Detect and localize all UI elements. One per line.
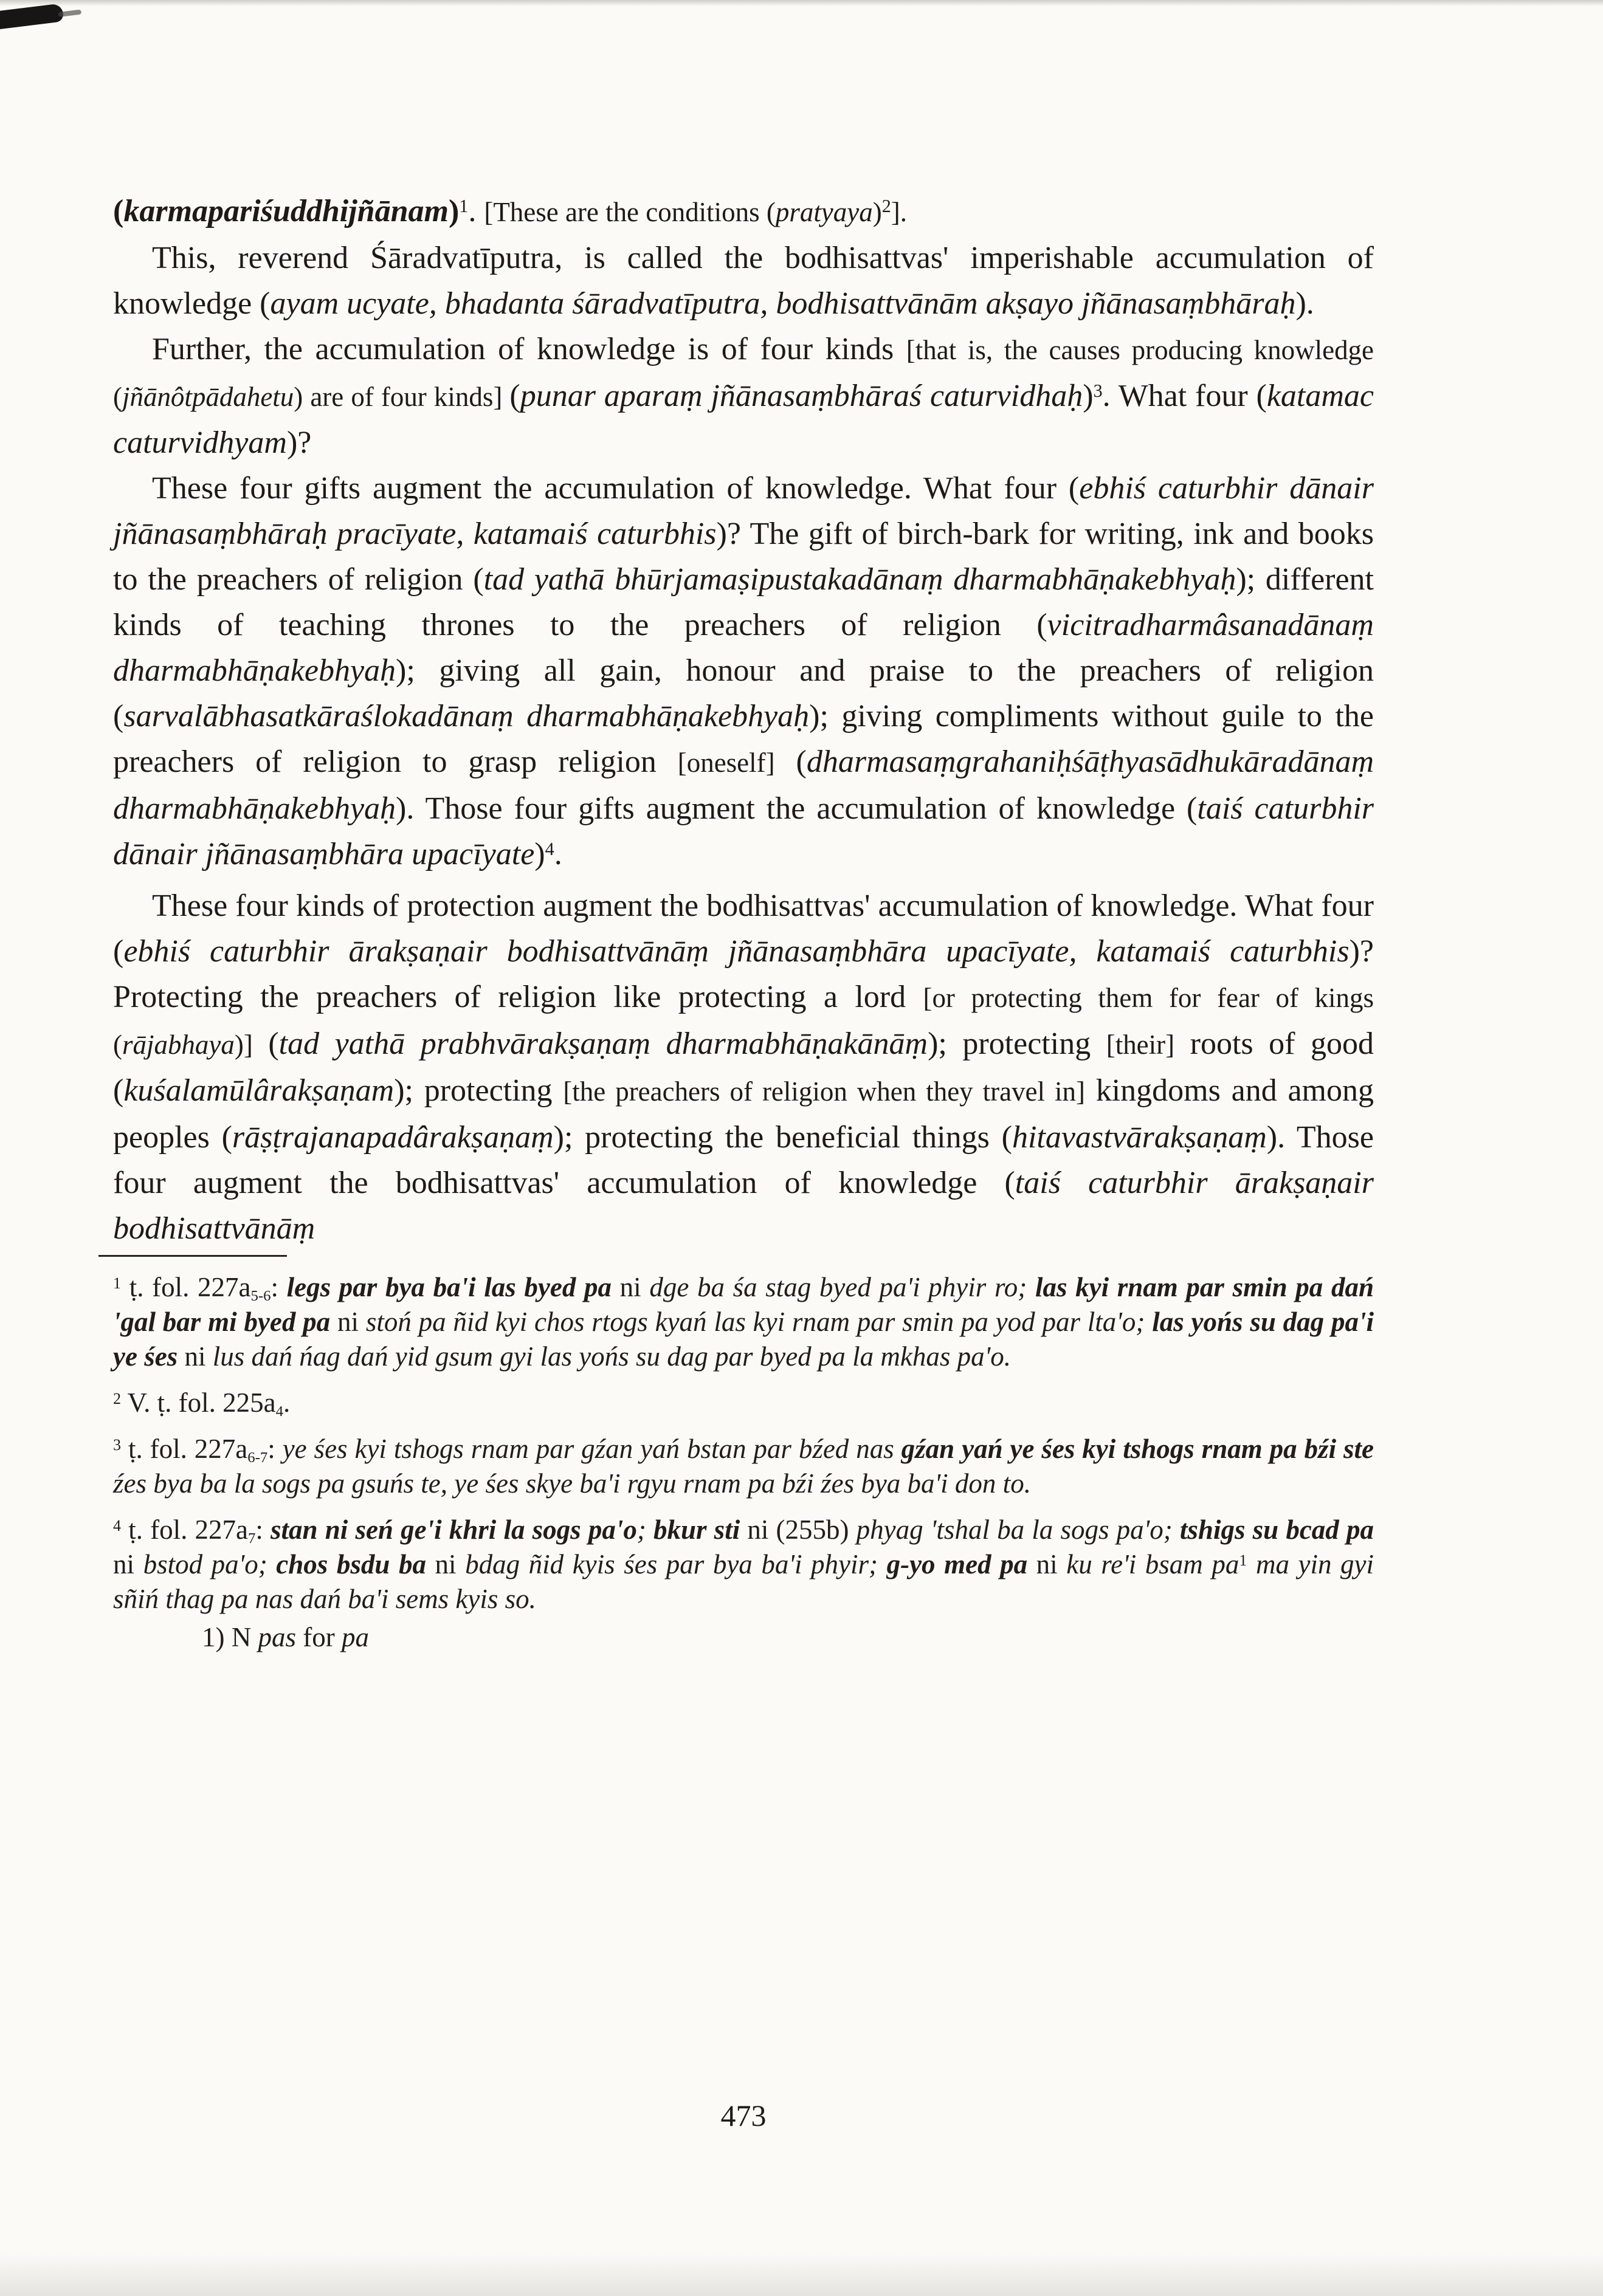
text-segment: 6-7 [247,1449,268,1466]
text-segment: 5-6 [250,1287,271,1304]
text-segment: ni (255b) [740,1514,857,1545]
text-segment: ni [426,1549,466,1579]
text-segment: 4 [275,1403,284,1420]
footnote-1 [113,1270,1374,1374]
text-segment: )? Protecting the preachers of religion like protecting a lord [113,934,1374,1014]
text-segment: This, reverend Śāradvatīputra, is called the bodhisattvas' imperishable accumulation of knowledge ( [113,241,1374,321]
text-segment: ni [1027,1549,1067,1579]
text-segment: rāṣṭrajanapadârakṣaṇaṃ [232,1120,554,1155]
text-segment: ) [1083,379,1094,413]
text-segment: g-yo med pa [886,1549,1028,1579]
text-segment: 4 [113,1516,122,1535]
footnote-4 [113,1513,1374,1617]
text-segment: ); protecting the beneficial things ( [553,1120,1012,1155]
text-segment: : [255,1514,271,1545]
footnote-3 [113,1432,1374,1501]
text-segment: legs par bya ba'i las byed pa [286,1272,612,1302]
text-segment: ebhiś caturbhir dānair jñānasaṃbhāraḥ pracīyate, katamaiś caturbhis [113,471,1374,551]
text-segment: 3 [113,1435,122,1454]
text-segment: Further, the accumulation of knowledge is of four kinds [152,332,906,366]
text-segment: for [296,1622,342,1652]
text-segment: These four kinds of protection augment the bodhisattvas' accumulation of knowledge. What four ( [113,888,1374,969]
text-segment: . [283,1387,291,1418]
text-segment: : [267,1434,283,1464]
text-segment: ); giving compliments without guile to the preachers of religion to grasp religion [113,699,1374,779]
text-segment: katamac caturvidhyam [113,379,1374,460]
text-segment: gźan yań ye śes kyi tshogs rnam pa bźi ste [901,1434,1374,1464]
text-segment: pas [258,1622,296,1652]
text-segment: bstod pa'o; [143,1549,277,1579]
text-segment: tshigs su bcad pa [1179,1514,1374,1545]
text-segment: ); protecting [394,1073,564,1108]
text-segment: 1 [1239,1551,1247,1569]
text-segment: bkur sti [653,1514,740,1545]
text-segment: . [554,837,562,871]
text-segment: pa [341,1622,369,1652]
text-segment: karmapariśuddhijñānam [123,194,449,229]
text-segment: ni [612,1272,650,1302]
text-segment: jñānôtpādahetu [122,382,294,412]
text-segment: 7 [248,1530,256,1547]
text-block [113,188,1374,1655]
text-segment: ). Those four gifts augment the accumulation of knowledge ( [396,791,1198,826]
text-segment: ; [636,1514,653,1545]
text-segment: ṭ. fol. 227a [121,1272,251,1302]
text-segment: ku re'i bsam pa [1066,1549,1239,1579]
text-segment: 1 [459,195,469,216]
paragraph-four-kinds [113,326,1374,466]
text-segment: tad yathā bhūrjamaṣipustakadānaṃ dharmabhāṇakebhyaḥ [483,562,1236,597]
text-segment: kingdoms and among peoples ( [113,1073,1374,1155]
text-segment: ); protecting [928,1026,1106,1061]
text-segment: )? [286,425,312,460]
text-segment: źes bya ba la sogs pa gsuńs te, ye śes skye ba'i rgyu rnam pa bźi źes bya ba'i don to. [113,1468,1031,1499]
text-segment: ) [872,197,882,227]
text-segment: stan ni seń ge'i khri la sogs pa'o [271,1514,637,1545]
text-segment: dge ba śa stag byed pa'i phyir ro; [649,1272,1035,1302]
text-segment: 2 [881,195,891,216]
text-segment: ye śes kyi tshogs rnam par gźan yań bstan par bźed nas [282,1434,901,1464]
text-segment: ); giving all gain, honour and praise to the preachers of religion ( [113,653,1374,734]
text-segment: punar aparaṃ jñānasaṃbhāraś caturvidhaḥ [520,379,1083,413]
text-segment: roots of good ( [113,1026,1374,1108]
text-segment: ni [113,1549,143,1579]
text-segment: ( [252,1026,279,1061]
text-segment: las yońs su dag pa'i ye śes [113,1307,1374,1372]
text-segment: chos bsdu ba [276,1549,426,1579]
footnotes-section [113,1270,1374,1655]
text-segment: [that is, the causes producing knowledge ( [113,335,1374,412]
text-segment: ni [330,1307,366,1337]
paragraph-four-protections [113,883,1374,1251]
text-segment: )] [234,1029,253,1060]
text-segment: 4 [545,838,554,859]
text-segment: bdag ñid kyis śes par bya ba'i phyir; [465,1549,887,1579]
text-segment: . What four ( [1102,379,1267,413]
text-segment: phyag 'tshal ba la sogs pa'o; [856,1514,1180,1545]
text-segment: ( [509,379,520,413]
page-number: 473 [720,2098,767,2133]
text-segment: pratyaya [775,197,873,227]
text-segment: ); different kinds of teaching thrones to the preachers of religion ( [113,562,1374,642]
text-segment: [These are the conditions ( [484,197,776,227]
text-segment: ayam ucyate, bhadanta śāradvatīputra, bodhisattvānām akṣayo jñānasaṃbhāraḥ [270,286,1296,321]
text-segment: 1) N [202,1622,258,1652]
text-segment: ). [1295,286,1314,321]
text-segment: rājabhaya [122,1029,235,1060]
text-segment: )? The gift of birch-bark for writing, ink and books to the preachers of religion ( [113,517,1374,597]
text-segment: ( [113,194,124,229]
text-segment: sarvalābhasatkāraślokadānaṃ dharmabhāṇakebhyaḥ [123,699,810,734]
text-segment: lus dań ńag dań yid gsum gyi las yońs su dag par byed pa la mkhas pa'o. [212,1341,1012,1372]
scan-smudge-artifact [0,3,64,29]
text-segment: kuśalamūlârakṣaṇam [123,1073,395,1108]
text-segment: ṭ. fol. 227a [121,1434,248,1464]
text-segment: . [468,194,484,229]
paragraph-four-gifts [113,466,1374,877]
text-segment: V. ṭ. fol. 225a [121,1387,276,1418]
paragraph-imperishable-accumulation [113,235,1374,326]
text-segment: 3 [1093,380,1103,401]
text-segment: : [271,1272,287,1302]
text-segment: ) [534,837,545,871]
text-segment: las kyi rnam par smin pa dań 'gal bar mi byed pa [113,1272,1374,1337]
text-segment: [or protecting them for fear of kings ( [113,983,1374,1060]
footnote-separator-rule [98,1255,287,1257]
text-segment: 1 [113,1274,122,1292]
text-segment: taiś caturbhir dānair jñānasaṃbhāra upacīyate [113,791,1374,871]
text-segment: tad yathā prabhvārakṣaṇaṃ dharmabhāṇakānāṃ [278,1026,928,1061]
text-segment: taiś caturbhir ārakṣaṇair bodhisattvānāṃ [113,1166,1374,1246]
text-segment: ). Those four augment the bodhisattvas' accumulation of knowledge ( [113,1120,1374,1200]
text-segment: [their] [1106,1029,1175,1060]
text-segment: [the preachers of religion when they travel in] [563,1076,1085,1107]
text-segment: [oneself] [677,748,775,778]
text-segment: stoń pa ñid kyi chos rtogs kyań las kyi rnam par smin pa yod par lta'o; [365,1307,1153,1337]
paragraph-continuation [113,188,1374,235]
text-segment: ( [774,744,807,779]
text-segment: ma yin gyi sñiń thag pa nas dań ba'i sems kyis so. [113,1549,1374,1614]
text-segment: ) are of four kinds] [294,382,510,412]
text-segment: ]. [891,197,907,227]
footnote-subnote [113,1620,1374,1655]
text-segment: ṭ. fol. 227a [121,1514,248,1545]
text-segment: ebhiś caturbhir ārakṣaṇair bodhisattvānāṃ jñānasaṃbhāra upacīyate, katamaiś caturbhis [123,934,1350,969]
text-segment: dharmasaṃgrahaniḥśāṭhyasādhukāradānaṃ dharmabhāṇakebhyaḥ [113,744,1374,826]
text-segment: ) [448,194,460,229]
footnote-2 [113,1386,1374,1420]
text-segment: vicitradharmâsanadānaṃ dharmabhāṇakebhyaḥ [113,608,1374,688]
text-segment: 2 [113,1389,122,1408]
text-segment: These four gifts augment the accumulation of knowledge. What four ( [152,471,1080,506]
text-segment: ni [178,1341,213,1372]
text-segment: hitavastvārakṣaṇaṃ [1012,1120,1267,1155]
